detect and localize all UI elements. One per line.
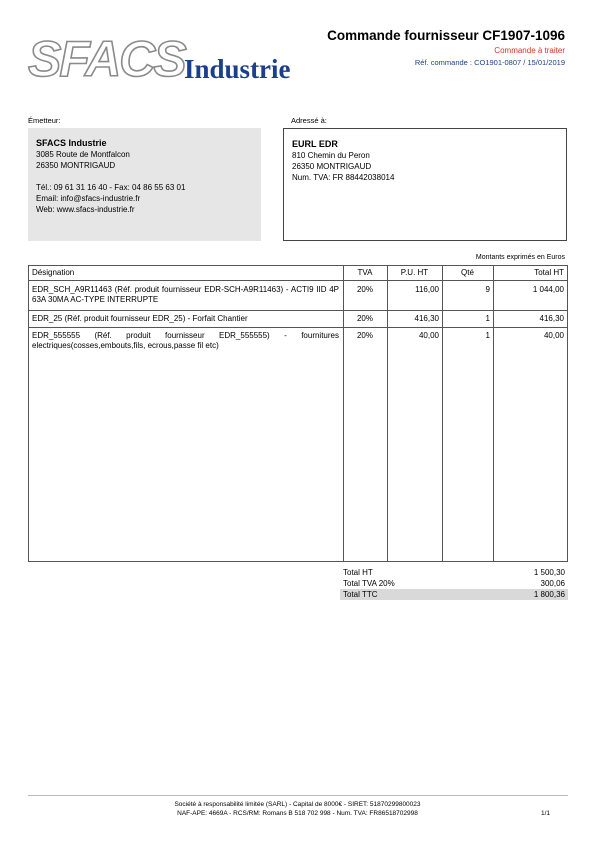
footer-legal-line1: Société à responsabilité limitée (SARL) - Capital de 8000€ - SIRET: 51870299800023	[174, 801, 421, 808]
header-qty: Qté	[461, 268, 474, 277]
page-number: 1/1	[540, 810, 550, 817]
row-3-tva: 20%	[356, 331, 373, 340]
row-1-designation: EDR_SCH_A9R11463 (Réf. produit fournisseur EDR-SCH-A9R11463) - ACTI9 IID 4P 63A 30MA AC-TYPE INTERRUPTE	[32, 285, 339, 304]
emetteur-web: Web: www.sfacs-industrie.fr	[36, 205, 135, 214]
row-1-total: 1 044,00	[532, 285, 564, 294]
emetteur-email: Email: info@sfacs-industrie.fr	[36, 194, 141, 203]
row-3-pu: 40,00	[418, 331, 439, 340]
table-header	[29, 266, 567, 281]
total-tva-row	[340, 578, 568, 589]
destinataire-address1: 810 Chemin du Peron	[292, 151, 370, 160]
company-logo	[28, 32, 318, 92]
destinataire-box	[283, 128, 567, 241]
row-2-pu: 416,30	[414, 314, 439, 323]
row-3-qty: 1	[485, 331, 490, 340]
emetteur-phone: Tél.: 09 61 31 16 40 - Fax: 04 86 55 63 01	[36, 183, 186, 192]
row-1-qty: 9	[485, 285, 490, 294]
total-ht-label: Total HT	[343, 568, 373, 577]
row-3-total: 40,00	[543, 331, 564, 340]
footer-legal-line2: NAF-APE: 4669A - RCS/RM: Romans B 518 702 998 - Num. TVA: FR86518702998	[177, 810, 418, 817]
total-ttc-value: 1 800,36	[533, 590, 565, 599]
destinataire-address2: 26350 MONTRIGAUD	[292, 162, 372, 171]
total-ttc-label: Total TTC	[343, 590, 378, 599]
row-1-pu: 116,00	[415, 285, 439, 294]
row-1-tva: 20%	[356, 285, 373, 294]
row-3-designation: EDR_555555 (Réf. produit fournisseur EDR_555555) - fournitures electriques(cosses,embouts,fils, ecrous,passe fil etc)	[32, 331, 339, 350]
emetteur-address2: 26350 MONTRIGAUD	[36, 161, 116, 170]
currency-note: Montants exprimés en Euros	[475, 254, 565, 261]
total-ht-value: 1 500,30	[533, 568, 565, 577]
total-ttc-row	[340, 589, 568, 600]
emetteur-name: SFACS Industrie	[36, 138, 107, 148]
row-2-total: 416,30	[539, 314, 564, 323]
destinataire-label: Adressé à:	[291, 116, 327, 125]
order-status: Commande à traiter	[494, 46, 565, 55]
total-tva-label: Total TVA 20%	[343, 579, 395, 588]
emetteur-address1: 3085 Route de Montfalcon	[36, 150, 130, 159]
header-total: Total HT	[534, 268, 564, 277]
row-2-designation: EDR_25 (Réf. produit fournisseur EDR_25) - Forfait Chantier	[32, 314, 248, 323]
emetteur-box	[28, 128, 261, 241]
total-ht-row	[340, 567, 568, 578]
header-designation: Désignation	[32, 268, 75, 277]
order-reference: Réf. commande : CO1901-0807 / 15/01/2019	[414, 58, 565, 67]
footer-divider	[28, 795, 568, 796]
header-tva: TVA	[357, 268, 373, 277]
total-tva-value: 300,06	[540, 579, 565, 588]
logo-brand: SFACS	[28, 31, 185, 87]
destinataire-name: EURL EDR	[292, 139, 338, 149]
header-pu: P.U. HT	[400, 268, 429, 277]
destinataire-vat: Num. TVA: FR 88442038014	[292, 173, 395, 182]
row-2-qty: 1	[485, 314, 490, 323]
row-2-tva: 20%	[356, 314, 373, 323]
order-lines-table	[28, 265, 568, 562]
logo-suffix: Industrie	[184, 54, 291, 84]
document-title: Commande fournisseur CF1907-1096	[327, 28, 565, 43]
emetteur-label: Émetteur:	[28, 116, 61, 125]
